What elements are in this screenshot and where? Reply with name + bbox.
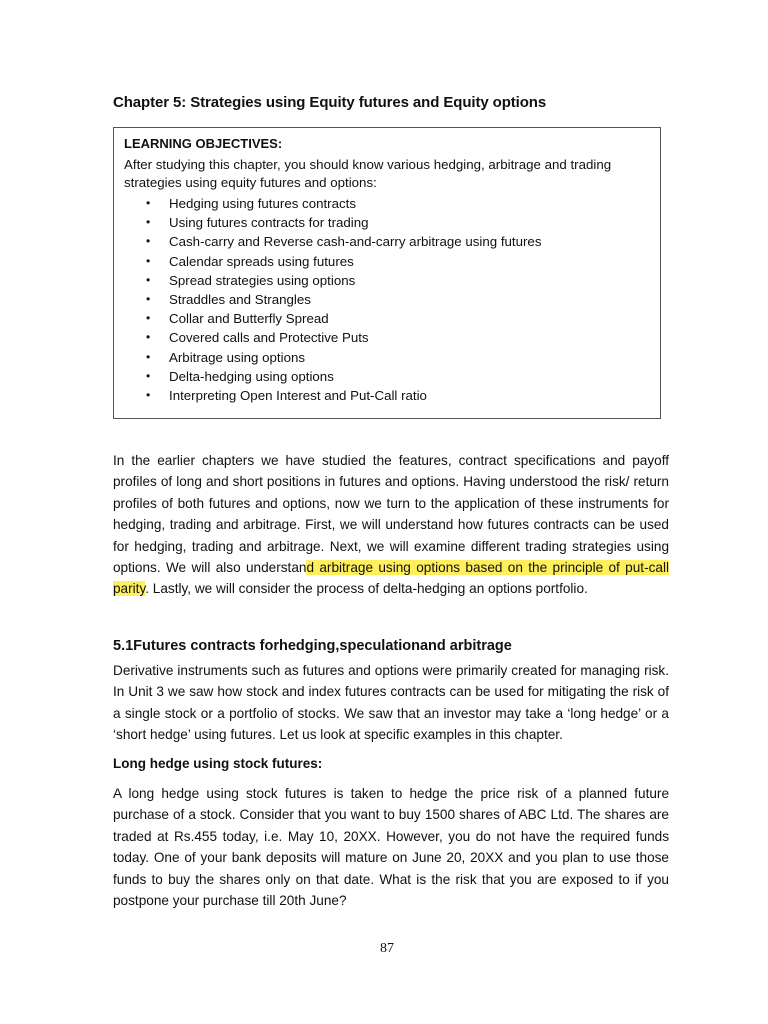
learning-objectives-box: [113, 127, 661, 419]
objective-item: [124, 328, 650, 347]
objective-item: [124, 194, 650, 213]
highlighted-text: d arbitrage using options based on the principle of put-call parity: [113, 560, 670, 597]
bullet-icon: •: [146, 234, 151, 249]
bullet-icon: •: [146, 215, 151, 230]
bullet-icon: •: [146, 330, 151, 345]
chapter-title: Chapter 5: Strategies using Equity futures and Equity options: [113, 94, 547, 111]
objectives-intro: After studying this chapter, you should know various hedging, arbitrage and trading strategies using equity futures and options:: [124, 157, 612, 190]
objective-item: [124, 386, 650, 405]
intro-text-after: . Lastly, we will consider the process of delta-hedging an options portfolio.: [145, 581, 588, 597]
objectives-heading: LEARNING OBJECTIVES:: [124, 136, 283, 151]
objective-text: Cash-carry and Reverse cash-and-carry arbitrage using futures: [169, 234, 542, 250]
bullet-icon: •: [146, 253, 151, 268]
objective-text: Covered calls and Protective Puts: [169, 330, 369, 346]
page-number: 87: [380, 941, 394, 956]
objective-text: Using futures contracts for trading: [169, 215, 369, 231]
section-heading: 5.1Futures contracts forhedging,speculationand arbitrage: [113, 638, 512, 654]
bullet-icon: •: [146, 388, 151, 403]
bullet-icon: •: [146, 311, 151, 326]
objective-item: [124, 290, 650, 309]
section-paragraph: Derivative instruments such as futures and options were primarily created for managing risk. In Unit 3 we saw how stock and index futures contracts can be used for mitigating the risk of a single stock or a portfolio of stocks. We saw that an investor may take a ‘long hedge’ or a ‘short hedge’ using futures. Let us look at specific examples in this chapter.: [113, 663, 669, 743]
bullet-icon: •: [146, 368, 151, 383]
bullet-icon: •: [146, 349, 151, 364]
objectives-list: [124, 194, 650, 405]
objective-item: [124, 252, 650, 271]
sub-heading: Long hedge using stock futures:: [113, 756, 323, 771]
objective-text: Calendar spreads using futures: [169, 253, 354, 269]
objective-text: Interpreting Open Interest and Put-Call ratio: [169, 388, 427, 404]
bullet-icon: •: [146, 292, 151, 307]
objective-item: [124, 213, 650, 232]
objective-text: Delta-hedging using options: [169, 368, 334, 384]
objective-item: [124, 309, 650, 328]
objective-text: Arbitrage using options: [169, 349, 306, 365]
bullet-icon: •: [146, 196, 151, 210]
objective-text: Collar and Butterfly Spread: [169, 311, 329, 327]
objective-text: Straddles and Strangles: [169, 292, 311, 308]
bullet-icon: •: [146, 272, 151, 287]
objective-item: [124, 348, 650, 367]
objective-text: Spread strategies using options: [169, 272, 356, 288]
objective-text: Hedging using futures contracts: [169, 196, 357, 211]
long-hedge-paragraph: A long hedge using stock futures is taken to hedge the price risk of a planned future purchase of a stock. Consider that you want to buy 1500 shares of ABC Ltd. The shares are traded at Rs.455 today, i.e. May 10, 20XX. However, you do not have the required funds today. One of your bank deposits will mature on June 20, 20XX and you plan to use those funds to buy the shares only on that date. What is the risk that you are exposed to if you postpone your purchase till 20th June?: [113, 786, 669, 909]
objective-item: [124, 232, 650, 251]
intro-text-before: In the earlier chapters we have studied the features, contract specifications and payoff profiles of long and short positions in futures and options. Having understood the risk/ return profiles of both futures and options, now we turn to the application of these instruments for hedging, trading and arbitrage. First, we will understand how futures contracts can be used for hedging, trading and arbitrage. Next, we will examine different trading strategies using options. We will also understan: [113, 453, 669, 576]
intro-paragraph: [113, 450, 669, 600]
objective-item: [124, 367, 650, 386]
objective-item: [124, 271, 650, 290]
